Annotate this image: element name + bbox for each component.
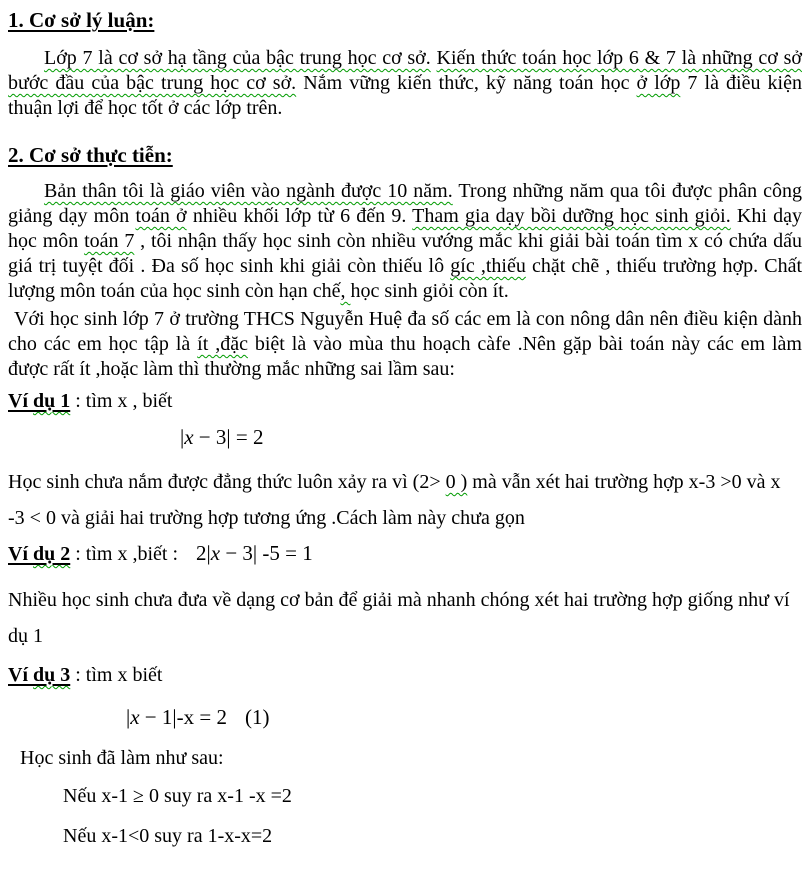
text-segment: Trong những năm qua tôi được phân công giảng dạy môn [8,180,803,227]
section-1-heading [8,8,802,32]
absolute-value-bar: | [172,705,177,729]
student-case-1 [8,784,802,809]
text-segment: Học sinh chưa nắm được đẳng thức luôn xảy ra vì (2> [8,471,446,493]
math-text: − 1 [139,705,173,729]
example-2-label [8,543,70,565]
example-2-heading [8,541,802,567]
text-segment: Với học sinh lớp 7 ở trường THCS Nguyễn Huệ đa số các em là con nông dân nên điều kiện dành cho các em học tập là [8,308,802,355]
example-2-formula [196,541,313,565]
context-paragraph [8,307,802,382]
math-variable: x [210,541,221,565]
section-1-heading-text: 1. Cơ sở lý luận: [8,8,155,32]
text-segment: , tôi nhận thấy học sinh còn nhiều vướng mắc khi giải bài toán tìm x có chứa dấu giá trị tuyệt đối . Đa số học sinh khi giải còn thiếu lô [8,230,803,277]
math-variable: x [130,705,140,729]
example-label-text: Ví [8,390,33,412]
section-2-paragraph [8,179,802,304]
text-segment: Nắm vững kiến thức, kỹ năng toán học [296,72,637,94]
math-text: − 3 [193,425,227,449]
analysis-1-paragraph [8,464,802,536]
text-segment: 7 là điều kiện thuận lợi để học tốt ở các lớp trên. [8,72,802,119]
math-text: = 2 [230,425,264,449]
student-case-2 [8,824,802,849]
section-2-heading [8,143,802,167]
text-segment: nhiều khối lớp từ 6 đến 9. [186,205,413,227]
text-segment: biệt là vào mùa thu hoạch càfe .Nên gặp bài toán này các em làm được rất ít ,hoặc làm thì thường mắc những sai lầm sau: [8,333,802,380]
example-1-formula [8,423,802,451]
absolute-value-bar: | [252,541,258,565]
misspelled-text: ít ,đặc [197,333,248,355]
equation-number: (1) [244,705,270,729]
misspelled-text: toán 7 [84,230,135,252]
misspelled-text: dụ 1 [33,390,71,412]
misspelled-text: Lớp 7 là cơ sở hạ tầng của bậc trung học cơ sở. [44,47,431,69]
text-segment: mà vẫn xét hai trường hợp x-3 >0 và x -3 < 0 và giải hai trường hợp tương ứng .Cách làm này chưa gọn [8,471,781,529]
math-coefficient: 2 [196,541,207,565]
absolute-value-bar: | [226,425,231,449]
text-segment: chặt chẽ , thiếu trường hợp. Chất lượng môn toán của học sinh còn hạn chế [8,255,803,302]
misspelled-text: gíc ,thiếu [450,255,526,277]
absolute-value-bar: | [126,705,131,729]
text-segment: Học sinh đã làm như sau: [20,747,224,769]
text-segment: học sinh giỏi còn ít. [350,280,509,302]
example-3-formula [8,703,802,731]
example-3-heading [8,663,802,688]
misspelled-text: ở lớp [636,72,681,94]
misspelled-text: toán ở [135,205,187,227]
text-segment: Nếu x-1 ≥ 0 suy ra x-1 -x =2 [63,785,292,807]
text-segment: : tìm x biết [70,664,163,686]
misspelled-text: Bản thân tôi là giáo viên vào ngành được 10 năm. [44,180,453,202]
math-variable: x [184,425,194,449]
section-2-heading-text: 2. Cơ sở thực tiễn: [8,143,173,167]
math-text: -x = 2 [176,705,227,729]
text-segment: Nhiều học sinh chưa đưa về dạng cơ bản để giải mà nhanh chóng xét hai trường hợp giống như ví dụ 1 [8,589,790,647]
math-text: -5 = 1 [257,541,313,565]
text-segment: : tìm x ,biết : [70,543,179,565]
analysis-2-paragraph [8,582,802,654]
student-work-intro [8,746,802,771]
absolute-value-bar: | [206,541,211,565]
misspelled-text: dụ 3 [33,664,71,686]
misspelled-text: Tham gia dạy bồi dưỡng học sinh giỏi. [412,205,731,227]
example-3-label [8,664,70,686]
example-label-text: Ví [8,664,33,686]
misspelled-text: Kiến thức toán học lớp 6 & 7 là những cơ sở bước đầu của bậc trung học cơ sở. [8,47,802,94]
absolute-value-bar: | [180,425,185,449]
example-1-label [8,390,70,412]
misspelled-text: , [340,280,351,302]
section-1-paragraph [8,46,802,121]
math-text: − 3 [220,541,253,565]
text-segment: Nếu x-1<0 suy ra 1-x-x=2 [63,825,273,847]
misspelled-text: 0 ) [445,471,468,493]
misspelled-text: dụ 2 [33,543,71,565]
example-1-heading [8,389,802,414]
text-segment: Khi dạy học môn [8,205,802,252]
text-segment: : tìm x , biết [70,390,173,412]
example-label-text: Ví [8,543,33,565]
